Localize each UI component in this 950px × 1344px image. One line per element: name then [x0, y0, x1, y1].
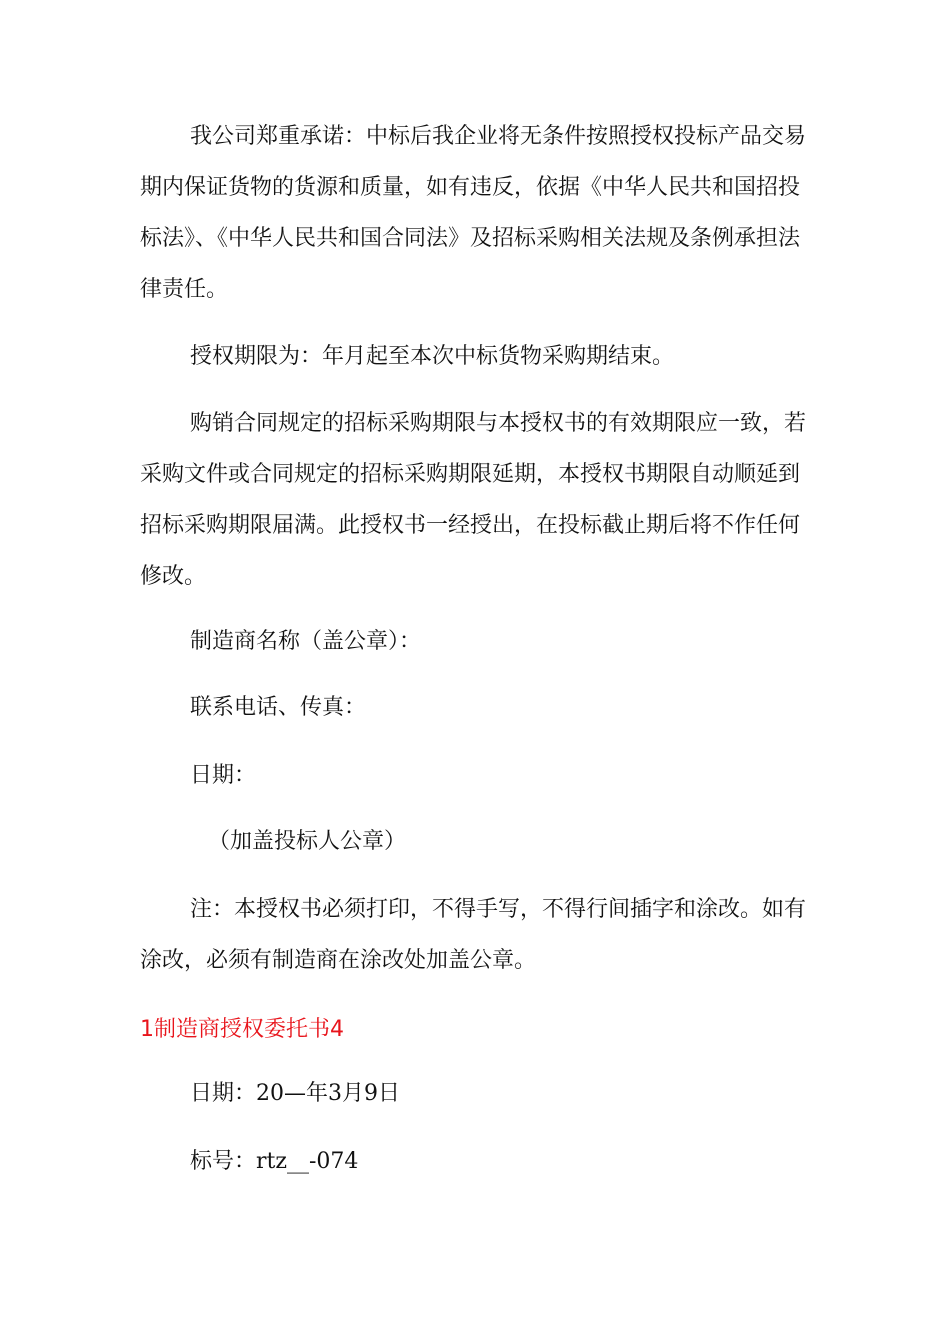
manufacturer-name-line: 制造商名称（盖公章）： [190, 629, 422, 654]
bid-number-line: 标号：rtz__-074 [190, 1149, 359, 1174]
authorization-period-paragraph: 授权期限为：年月起至本次中标货物采购期结束。 [190, 344, 675, 369]
seal-note-line: （加盖投标人公章） [208, 829, 407, 854]
section-heading: 1制造商授权委托书4 [140, 1017, 344, 1042]
date-label-line: 日期： [190, 763, 257, 788]
commitment-paragraph: 我公司郑重承诺：中标后我企业将无条件按照授权投标产品交易期内保证货物的货源和质量，如有违反，依据《中华人民共和国招投标法》、《中华人民共和国合同法》及招标采购相关法规及条例承担法律责任。 [140, 124, 807, 302]
section-date-line: 日期：20—年3月9日 [190, 1081, 400, 1106]
note-paragraph: 注：本授权书必须打印，不得手写，不得行间插字和涂改。如有涂改，必须有制造商在涂改处加盖公章。 [140, 897, 807, 973]
validity-paragraph: 购销合同规定的招标采购期限与本授权书的有效期限应一致，若采购文件或合同规定的招标采购期限延期，本授权书期限自动顺延到招标采购期限届满。此授权书一经授出，在投标截止期后将不作任何修改。 [140, 411, 807, 589]
contact-line: 联系电话、传真： [190, 695, 367, 720]
